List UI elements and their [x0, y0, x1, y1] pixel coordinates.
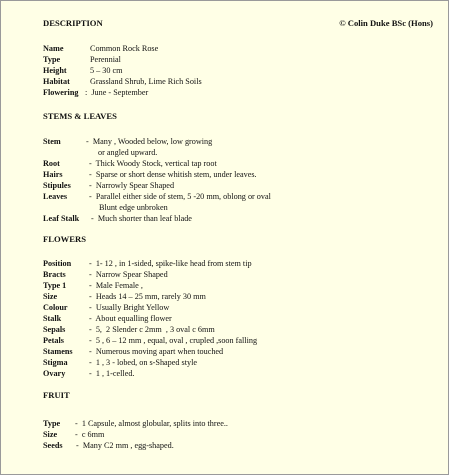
row-value: - 1- 12 , in 1-sided, spike-like head from stem tip [89, 259, 252, 268]
row-value: - c 6mm [75, 430, 105, 439]
section-heading: FLOWERS [43, 234, 86, 244]
stems-row [43, 180, 443, 191]
summary-row-habitat [43, 76, 443, 87]
row-value: - 1 , 1-celled. [89, 369, 135, 378]
row-label: Bracts [43, 270, 66, 279]
row-value-cont: Blunt edge unbroken [99, 203, 168, 212]
stems-row [43, 191, 443, 213]
row-label: Colour [43, 303, 68, 312]
summary-row-name [43, 43, 443, 54]
row-value-cont: or angled upward. [98, 148, 158, 157]
stems-row [43, 158, 443, 169]
flowers-section [43, 234, 443, 378]
summary-label: Name [43, 44, 64, 53]
row-value: - Many C2 mm , egg-shaped. [76, 441, 174, 450]
fruit-row [43, 429, 443, 440]
stems-row [43, 169, 443, 180]
fruit-row [43, 418, 443, 429]
summary-label: Flowering [43, 88, 79, 97]
row-value: - Parallel either side of stem, 5 -20 mm, oblong or oval [89, 192, 271, 201]
section-heading: STEMS & LEAVES [43, 111, 117, 121]
row-label: Type 1 [43, 281, 67, 290]
flowers-row [43, 346, 443, 357]
row-value: - Numerous moving apart when touched [89, 347, 224, 356]
row-value: - Narrowly Spear Shaped [89, 181, 175, 190]
flowers-row [43, 368, 443, 379]
row-label: Root [43, 159, 60, 168]
flowers-row [43, 335, 443, 346]
row-label: Stipules [43, 181, 71, 190]
row-value: - Narrow Spear Shaped [89, 270, 168, 279]
row-value: - Thick Woody Stock, vertical tap root [89, 159, 217, 168]
summary-value: : June - September [85, 88, 149, 97]
copyright-notice: © Colin Duke BSc (Hons) [339, 18, 433, 28]
row-label: Position [43, 259, 72, 268]
description-heading: DESCRIPTION [43, 18, 103, 28]
row-value: - Much shorter than leaf blade [91, 214, 192, 223]
fruit-row [43, 440, 443, 451]
row-label: Leaves [43, 192, 68, 201]
summary-value: Perennial [90, 55, 121, 64]
row-value: - Sparse or short dense whitish stem, under leaves. [89, 170, 257, 179]
row-label: Type [43, 419, 61, 428]
row-value: - Male Female , [89, 281, 143, 290]
row-value: - 5, 2 Slender c 2mm , 3 oval c 6mm [89, 325, 215, 334]
stems-row [43, 213, 443, 224]
flowers-row [43, 357, 443, 368]
row-label: Size [43, 292, 58, 301]
flowers-row [43, 291, 443, 302]
summary-row-height [43, 65, 443, 76]
row-value: - 1 Capsule, almost globular, splits into three.. [75, 419, 228, 428]
row-label: Stalk [43, 314, 62, 323]
summary-value: Common Rock Rose [90, 44, 159, 53]
row-value: - 1 , 3 - lobed, on s-Shaped style [89, 358, 198, 367]
sheet-header [43, 18, 433, 28]
row-label: Stigma [43, 358, 68, 367]
fruit-section [43, 390, 443, 450]
summary-row-flowering [43, 87, 443, 98]
row-label: Stem [43, 137, 61, 146]
summary-label: Habitat [43, 77, 70, 86]
flowers-row [43, 313, 443, 324]
row-value: - Many , Wooded below, low growing [86, 137, 213, 146]
row-label: Seeds [43, 441, 63, 450]
row-value: - Usually Bright Yellow [89, 303, 170, 312]
row-label: Sepals [43, 325, 66, 334]
summary-label: Height [43, 66, 67, 75]
row-label: Hairs [43, 170, 63, 179]
flowers-row [43, 324, 443, 335]
summary-value: Grassland Shrub, Lime Rich Soils [90, 77, 202, 86]
stems-row [43, 136, 443, 158]
row-label: Ovary [43, 369, 66, 378]
row-label: Stamens [43, 347, 73, 356]
stems-leaves-section [43, 111, 443, 223]
summary-label: Type [43, 55, 61, 64]
section-heading: FRUIT [43, 390, 70, 400]
row-label: Leaf Stalk [43, 214, 80, 223]
summary-block [43, 43, 443, 98]
flowers-row [43, 280, 443, 291]
row-value: - 5 , 6 – 12 mm , equal, oval , crupled ,soon falling [89, 336, 258, 345]
summary-value: 5 – 30 cm [90, 66, 123, 75]
row-label: Petals [43, 336, 64, 345]
flowers-row [43, 302, 443, 313]
row-value: - Heads 14 – 25 mm, rarely 30 mm [89, 292, 206, 301]
flowers-row [43, 258, 443, 269]
flowers-row [43, 269, 443, 280]
row-value: - About equalling flower [89, 314, 172, 323]
summary-row-type [43, 54, 443, 65]
row-label: Size [43, 430, 58, 439]
